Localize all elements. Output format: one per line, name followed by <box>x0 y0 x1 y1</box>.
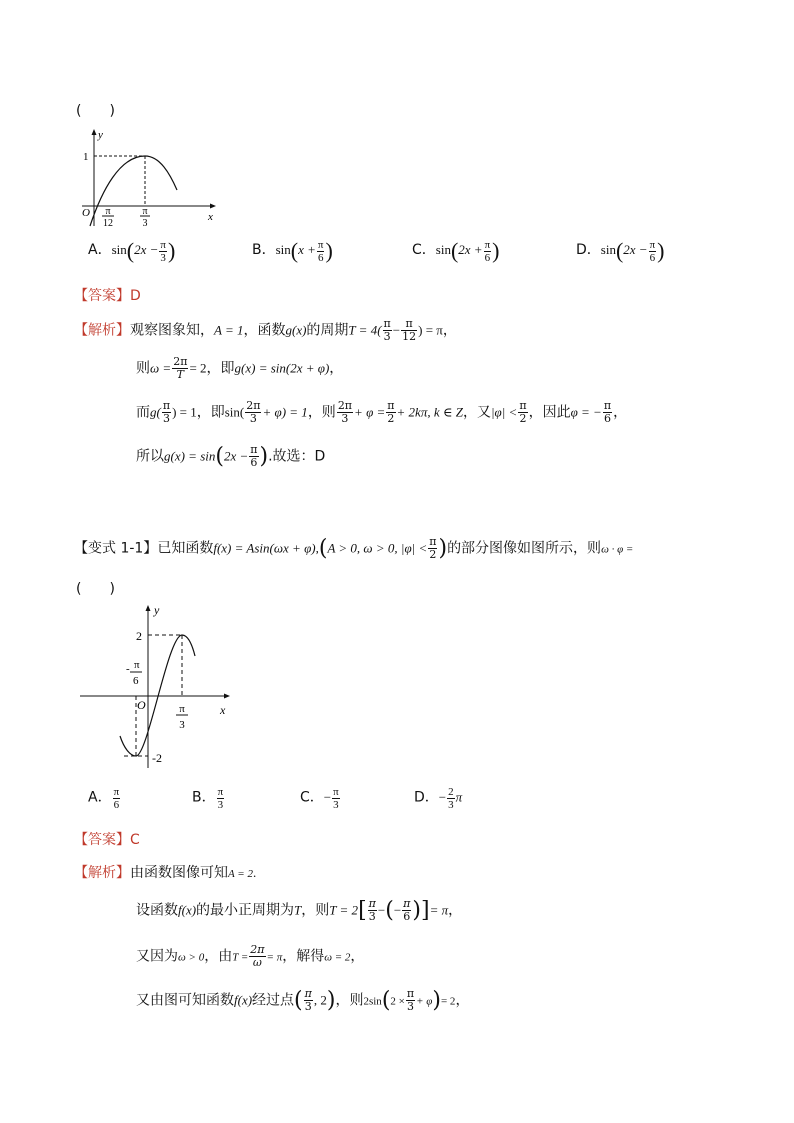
q2-analysis-line2: 设函数f(x)的最小正周期为T，则T = 2[ $\frac{\pi}{3}$ −(− $\frac{\pi}{6}$ )]= π， <box>136 897 463 923</box>
q1-analysis-line1: 【解析】观察图象知，A = 1，函数g(x)的周期T = 4( $\frac{\pi}{3}$ − $\frac{\pi}{12}$ ) = π， <box>74 317 457 343</box>
q1-answer: D <box>130 288 141 304</box>
q1-analysis-line4: 所以g(x) = sin(2x − $\frac{\pi}{6}$ ).故选：D <box>136 443 326 469</box>
q1-x-label: x <box>208 211 213 223</box>
q2-tick-left-den: 6 <box>133 675 139 687</box>
q2-stem: 【变式 1-1】已知函数f(x) = Asin(ωx + φ),(A > 0, ω > 0, |φ| < $\frac{\pi}{2}$ )的部分图像如图所示，则ω · φ = <box>74 535 634 561</box>
q2-neg-sign: - <box>126 663 130 675</box>
q1-answer-paren: ( ) <box>76 103 115 119</box>
q2-max-label: 2 <box>136 629 142 643</box>
q2-tick-right-num: π <box>179 703 185 715</box>
q2-answer-paren: ( ) <box>76 581 115 597</box>
q1-y-label: y <box>98 129 103 141</box>
q2-sine-graph <box>78 600 238 772</box>
q2-answer: C <box>130 832 140 848</box>
q2-answer-line: 【答案】C <box>74 832 140 848</box>
q1-tick1-den: 12 <box>103 218 113 229</box>
q2-option-a[interactable]: A． $\frac{\pi}{6}$ <box>88 786 120 811</box>
q2-min-label: -2 <box>152 751 162 765</box>
q2-analysis-line1: 【解析】由函数图像可知A = 2. <box>74 865 257 881</box>
q1-option-c[interactable]: C．sin(2x + $\frac{\pi}{6}$ ) <box>412 238 500 264</box>
q1-option-a[interactable]: A．sin(2x − $\frac{\pi}{3}$ ) <box>88 238 176 264</box>
q1-analysis-line3: 而g( $\frac{\pi}{3}$ ) = 1，即sin( $\frac{2\pi}{3}$ + φ) = 1，则 $\frac{2\pi}{3}$ + φ = $\frac{\pi}{2}$ + 2kπ, k ∈ Z，又|φ| < $\frac{\pi}{2}$ ，因此φ = − $\frac{\pi}{6}$ ， <box>136 399 628 425</box>
q1-answer-line: 【答案】D <box>74 288 141 304</box>
q1-tick1-num: π <box>105 206 111 217</box>
q2-origin-label: O <box>137 698 146 712</box>
q2-y-label: y <box>154 603 160 617</box>
q1-sine-graph <box>74 124 224 230</box>
q2-tick-left-num: π <box>134 659 140 671</box>
q1-origin-label: O <box>82 207 90 219</box>
q1-max-label: 1 <box>83 151 89 163</box>
q2-analysis-line4: 又由图可知函数f(x)经过点( $\frac{\pi}{3}$ , 2)，则2sin(2 × $\frac{\pi}{3}$ + φ)= 2， <box>136 987 470 1013</box>
q2-option-c[interactable]: C．− $\frac{\pi}{3}$ <box>300 786 339 811</box>
q1-option-b[interactable]: B．sin(x + $\frac{\pi}{6}$ ) <box>252 238 333 264</box>
q1-tick2-num: π <box>142 206 148 217</box>
q1-tick2-den: 3 <box>142 218 148 229</box>
q2-option-d[interactable]: D．− $\frac{2}{3}$ π <box>414 786 463 811</box>
q2-tick-right-den: 3 <box>179 719 185 731</box>
q2-analysis-line3: 又因为ω > 0，由T = $\frac{2\pi}{\omega}$ = π，解得ω = 2， <box>136 943 365 969</box>
q1-analysis-line2: 则ω = $\frac{2\pi}{T}$ = 2，即g(x) = sin(2x + φ)， <box>136 355 344 381</box>
q2-tag: 【变式 1-1】 <box>74 540 158 557</box>
q1-option-d[interactable]: D．sin(2x − $\frac{\pi}{6}$ ) <box>576 238 665 264</box>
q2-option-b[interactable]: B． $\frac{\pi}{3}$ <box>192 786 224 811</box>
q2-x-label: x <box>220 703 226 717</box>
